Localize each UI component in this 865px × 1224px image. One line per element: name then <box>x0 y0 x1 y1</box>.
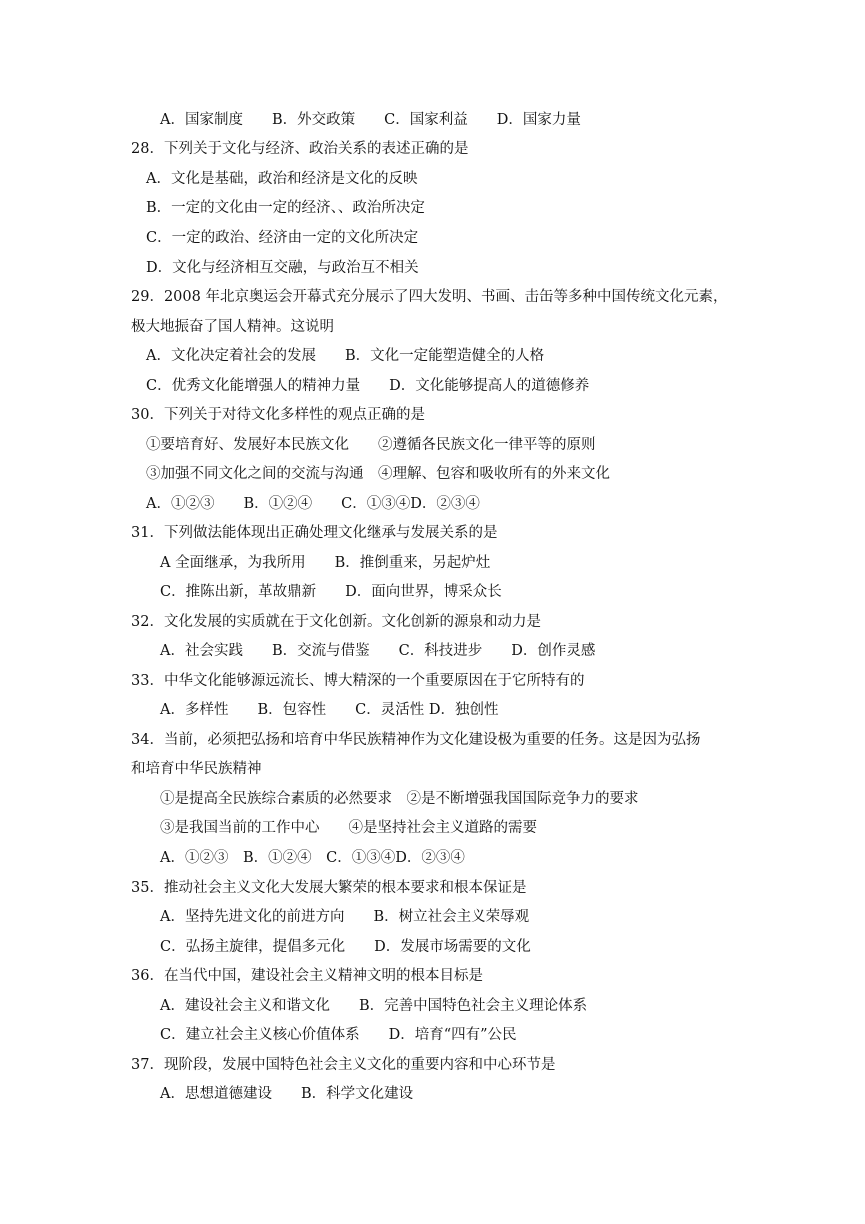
q29-stem: 29．2008 年北京奥运会开幕式充分展示了四大发明、书画、击缶等多种中国传统文化元素， <box>131 289 728 305</box>
q33-options: A．多样性 B．包容性 C．灵活性 D．独创性 <box>160 702 499 718</box>
q30-stem: 30．下列关于对待文化多样性的观点正确的是 <box>131 407 425 423</box>
q28-option-c: C．一定的政治、经济由一定的文化所决定 <box>146 230 419 246</box>
q34-statements-12: ①是提高全民族综合素质的必然要求 ②是不断增强我国国际竞争力的要求 <box>160 791 639 807</box>
q37-options-ab: A．思想道德建设 B．科学文化建设 <box>160 1086 414 1102</box>
q30-statements-12: ①要培育好、发展好本民族文化 ②遵循各民族文化一律平等的原则 <box>146 437 596 453</box>
q29-options-cd: C．优秀文化能增强人的精神力量 D．文化能够提高人的道德修养 <box>146 378 590 394</box>
q37-stem: 37．现阶段，发展中国特色社会主义文化的重要内容和中心环节是 <box>131 1057 556 1073</box>
q28-stem: 28．下列关于文化与经济、政治关系的表述正确的是 <box>131 141 469 157</box>
q32-options: A．社会实践 B．交流与借鉴 C．科技进步 D．创作灵感 <box>160 643 596 659</box>
q27-options: A．国家制度 B．外交政策 C．国家利益 D．国家力量 <box>160 112 581 128</box>
q32-stem: 32．文化发展的实质就在于文化创新。文化创新的源泉和动力是 <box>131 614 541 630</box>
q35-options-ab: A．坚持先进文化的前进方向 B．树立社会主义荣辱观 <box>160 909 530 925</box>
q31-stem: 31．下列做法能体现出正确处理文化继承与发展关系的是 <box>131 525 498 541</box>
q36-options-cd: C．建立社会主义核心价值体系 D．培育“四有”公民 <box>160 1027 517 1043</box>
q31-options-cd: C．推陈出新，革故鼎新 D．面向世界，博采众长 <box>160 584 502 600</box>
q36-stem: 36．在当代中国，建设社会主义精神文明的根本目标是 <box>131 968 483 984</box>
q35-options-cd: C．弘扬主旋律，提倡多元化 D．发展市场需要的文化 <box>160 939 531 955</box>
q29-stem-cont: 极大地振奋了国人精神。这说明 <box>131 319 334 335</box>
q28-option-a: A．文化是基础，政治和经济是文化的反映 <box>146 171 418 187</box>
q34-stem: 34．当前，必须把弘扬和培育中华民族精神作为文化建设极为重要的任务。这是因为弘扬 <box>131 732 701 748</box>
q28-option-d: D．文化与经济相互交融，与政治互不相关 <box>146 260 419 276</box>
q29-options-ab: A．文化决定着社会的发展 B．文化一定能塑造健全的人格 <box>146 348 545 364</box>
q33-stem: 33．中华文化能够源远流长、博大精深的一个重要原因在于它所特有的 <box>131 673 585 689</box>
q36-options-ab: A．建设社会主义和谐文化 B．完善中国特色社会主义理论体系 <box>160 998 588 1014</box>
q31-options-ab: A 全面继承，为我所用 B．推倒重来，另起炉灶 <box>160 555 491 571</box>
q34-statements-34: ③是我国当前的工作中心 ④是坚持社会主义道路的需要 <box>160 820 537 836</box>
q34-options: A．①②③ B．①②④ C．①③④D．②③④ <box>160 850 465 866</box>
q30-statements-34: ③加强不同文化之间的交流与沟通 ④理解、包容和吸收所有的外来文化 <box>146 466 610 482</box>
q34-stem-cont: 和培育中华民族精神 <box>131 761 262 777</box>
q30-options: A．①②③ B．①②④ C．①③④D．②③④ <box>146 496 480 512</box>
q35-stem: 35．推动社会主义文化大发展大繁荣的根本要求和根本保证是 <box>131 880 527 896</box>
q28-option-b: B．一定的文化由一定的经济、、政治所决定 <box>146 200 425 216</box>
